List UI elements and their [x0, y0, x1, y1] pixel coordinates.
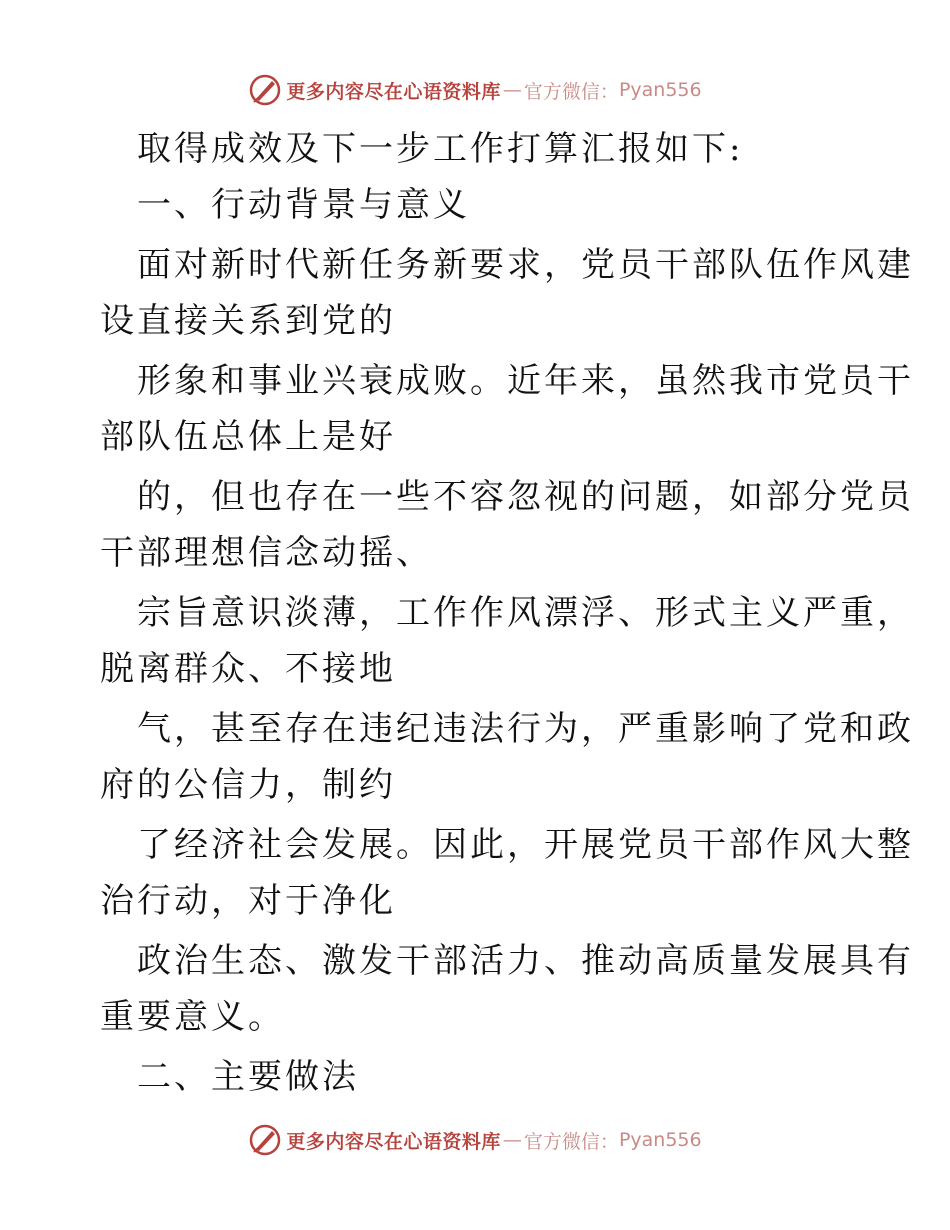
- quill-pen-logo-icon: [248, 73, 282, 107]
- watermark-contact-id: Pyan556: [618, 1129, 702, 1151]
- watermark-contact-label: 官方微信：: [523, 80, 619, 103]
- section-heading: 二、主要做法: [137, 1057, 359, 1097]
- text-line: 设直接关系到党的: [100, 301, 396, 341]
- text-line: 治行动，对于净化: [100, 881, 396, 921]
- watermark-contact-label: 官方微信：: [523, 1130, 619, 1153]
- watermark-brand: 更多内容尽在心语资料库: [286, 80, 501, 103]
- text-line: 了经济社会发展。因此，开展党员干部作风大整: [137, 825, 914, 865]
- watermark-separator: —: [502, 79, 522, 101]
- text-line: 重要意义。: [100, 997, 285, 1037]
- text-line: 府的公信力，制约: [100, 765, 396, 805]
- text-line: 形象和事业兴衰成败。近年来，虽然我市党员干: [137, 361, 914, 401]
- footer-watermark: [0, 1122, 950, 1158]
- header-watermark: [0, 72, 950, 108]
- text-line: 政治生态、激发干部活力、推动高质量发展具有: [137, 941, 914, 981]
- text-line: 宗旨意识淡薄，工作作风漂浮、形式主义严重，: [137, 593, 914, 633]
- text-line: 干部理想信念动摇、: [100, 533, 433, 573]
- watermark-contact-id: Pyan556: [618, 79, 702, 101]
- text-line: 的，但也存在一些不容忽视的问题，如部分党员: [137, 477, 914, 517]
- watermark-separator: —: [502, 1129, 522, 1151]
- text-line: 部队伍总体上是好: [100, 417, 396, 457]
- section-heading: 一、行动背景与意义: [137, 185, 470, 225]
- watermark-brand: 更多内容尽在心语资料库: [286, 1130, 501, 1153]
- text-line: 取得成效及下一步工作打算汇报如下:: [137, 129, 744, 169]
- text-line: 气，甚至存在违纪违法行为，严重影响了党和政: [137, 709, 914, 749]
- quill-pen-logo-icon: [248, 1123, 282, 1157]
- text-line: 面对新时代新任务新要求，党员干部队伍作风建: [137, 245, 914, 285]
- text-line: 脱离群众、不接地: [100, 649, 396, 689]
